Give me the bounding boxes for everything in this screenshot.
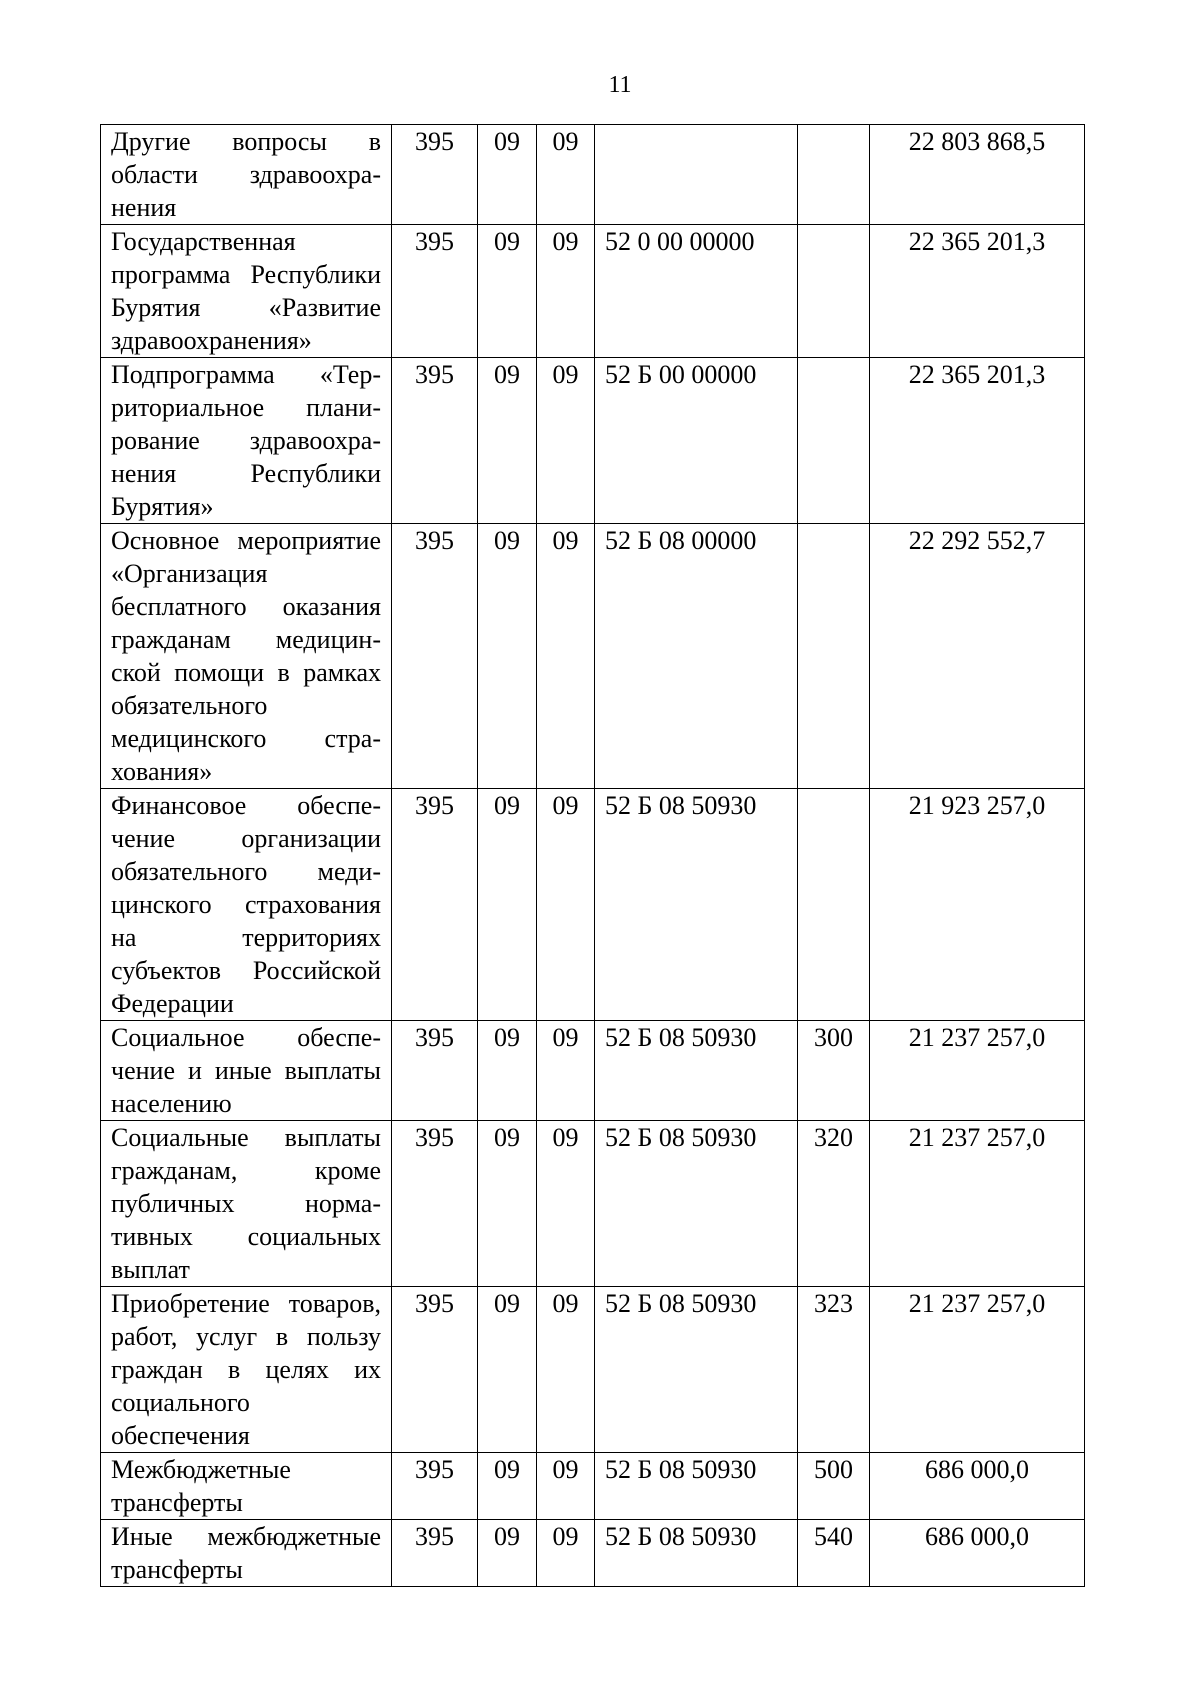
- cell-name: Межбюджетные трансферты: [101, 1453, 392, 1520]
- cell-section: 09: [478, 1121, 537, 1287]
- cell-section: 09: [478, 1520, 537, 1587]
- cell-name: Основное мероприятие «Организация бесплатного оказания гражданам медицинской помощи в рамках обязательного медицинского страхования»: [101, 524, 392, 789]
- table-row: [101, 125, 1085, 225]
- cell-name: Другие вопросы в области здравоохранения: [101, 125, 392, 225]
- table-body: [101, 125, 1085, 1587]
- cell-subsection: 09: [537, 1287, 595, 1453]
- cell-section: 09: [478, 1453, 537, 1520]
- cell-expense-type: [798, 125, 870, 225]
- cell-grbs-code: 395: [392, 1520, 478, 1587]
- cell-subsection: 09: [537, 524, 595, 789]
- cell-name: Подпрограмма «Территориальное планирование здравоохранения Республики Бурятия»: [101, 358, 392, 524]
- cell-expense-type: 500: [798, 1453, 870, 1520]
- cell-grbs-code: 395: [392, 125, 478, 225]
- cell-grbs-code: 395: [392, 789, 478, 1021]
- cell-section: 09: [478, 225, 537, 358]
- cell-section: 09: [478, 1287, 537, 1453]
- cell-target-article: 52 0 00 00000: [595, 225, 798, 358]
- cell-grbs-code: 395: [392, 225, 478, 358]
- table-row: [101, 358, 1085, 524]
- table-row: [101, 524, 1085, 789]
- table-row: [101, 1021, 1085, 1121]
- cell-amount: 22 365 201,3: [870, 358, 1085, 524]
- cell-name: Финансовое обеспечение организации обязательного медицинского страхования на территориях субъектов Российской Федерации: [101, 789, 392, 1021]
- cell-target-article: 52 Б 08 50930: [595, 1021, 798, 1121]
- table-row: [101, 225, 1085, 358]
- cell-target-article: 52 Б 00 00000: [595, 358, 798, 524]
- page-number: 11: [608, 72, 632, 98]
- cell-name: Социальное обеспечение и иные выплаты населению: [101, 1021, 392, 1121]
- cell-expense-type: [798, 524, 870, 789]
- table-row: [101, 1121, 1085, 1287]
- cell-target-article: [595, 125, 798, 225]
- cell-grbs-code: 395: [392, 1453, 478, 1520]
- table-row: [101, 1287, 1085, 1453]
- cell-grbs-code: 395: [392, 1287, 478, 1453]
- cell-grbs-code: 395: [392, 524, 478, 789]
- table-row: [101, 1520, 1085, 1587]
- cell-amount: 21 923 257,0: [870, 789, 1085, 1021]
- cell-target-article: 52 Б 08 50930: [595, 1453, 798, 1520]
- cell-subsection: 09: [537, 1520, 595, 1587]
- cell-amount: 22 292 552,7: [870, 524, 1085, 789]
- cell-target-article: 52 Б 08 50930: [595, 1287, 798, 1453]
- budget-table: [100, 124, 1085, 1587]
- cell-target-article: 52 Б 08 50930: [595, 789, 798, 1021]
- cell-grbs-code: 395: [392, 1021, 478, 1121]
- cell-grbs-code: 395: [392, 1121, 478, 1287]
- cell-target-article: 52 Б 08 50930: [595, 1520, 798, 1587]
- cell-name: Социальные выплаты гражданам, кроме публичных нормативных социальных выплат: [101, 1121, 392, 1287]
- cell-subsection: 09: [537, 1121, 595, 1287]
- cell-expense-type: [798, 789, 870, 1021]
- cell-name: Иные межбюджетные трансферты: [101, 1520, 392, 1587]
- cell-amount: 21 237 257,0: [870, 1287, 1085, 1453]
- cell-section: 09: [478, 789, 537, 1021]
- cell-section: 09: [478, 125, 537, 225]
- table-row: [101, 1453, 1085, 1520]
- cell-name: Приобретение товаров, работ, услуг в пользу граждан в целях их социального обеспечения: [101, 1287, 392, 1453]
- cell-amount: 686 000,0: [870, 1453, 1085, 1520]
- cell-subsection: 09: [537, 358, 595, 524]
- cell-expense-type: 323: [798, 1287, 870, 1453]
- cell-amount: 22 365 201,3: [870, 225, 1085, 358]
- cell-section: 09: [478, 1021, 537, 1121]
- cell-amount: 686 000,0: [870, 1520, 1085, 1587]
- cell-subsection: 09: [537, 225, 595, 358]
- table-row: [101, 789, 1085, 1021]
- cell-grbs-code: 395: [392, 358, 478, 524]
- cell-section: 09: [478, 358, 537, 524]
- cell-expense-type: [798, 358, 870, 524]
- cell-subsection: 09: [537, 789, 595, 1021]
- cell-expense-type: 300: [798, 1021, 870, 1121]
- cell-target-article: 52 Б 08 00000: [595, 524, 798, 789]
- cell-name: Государственная программа Республики Бурятия «Развитие здравоохранения»: [101, 225, 392, 358]
- cell-amount: 21 237 257,0: [870, 1121, 1085, 1287]
- cell-expense-type: 540: [798, 1520, 870, 1587]
- cell-expense-type: [798, 225, 870, 358]
- cell-subsection: 09: [537, 1453, 595, 1520]
- cell-section: 09: [478, 524, 537, 789]
- cell-expense-type: 320: [798, 1121, 870, 1287]
- cell-subsection: 09: [537, 1021, 595, 1121]
- cell-subsection: 09: [537, 125, 595, 225]
- cell-amount: 21 237 257,0: [870, 1021, 1085, 1121]
- cell-amount: 22 803 868,5: [870, 125, 1085, 225]
- cell-target-article: 52 Б 08 50930: [595, 1121, 798, 1287]
